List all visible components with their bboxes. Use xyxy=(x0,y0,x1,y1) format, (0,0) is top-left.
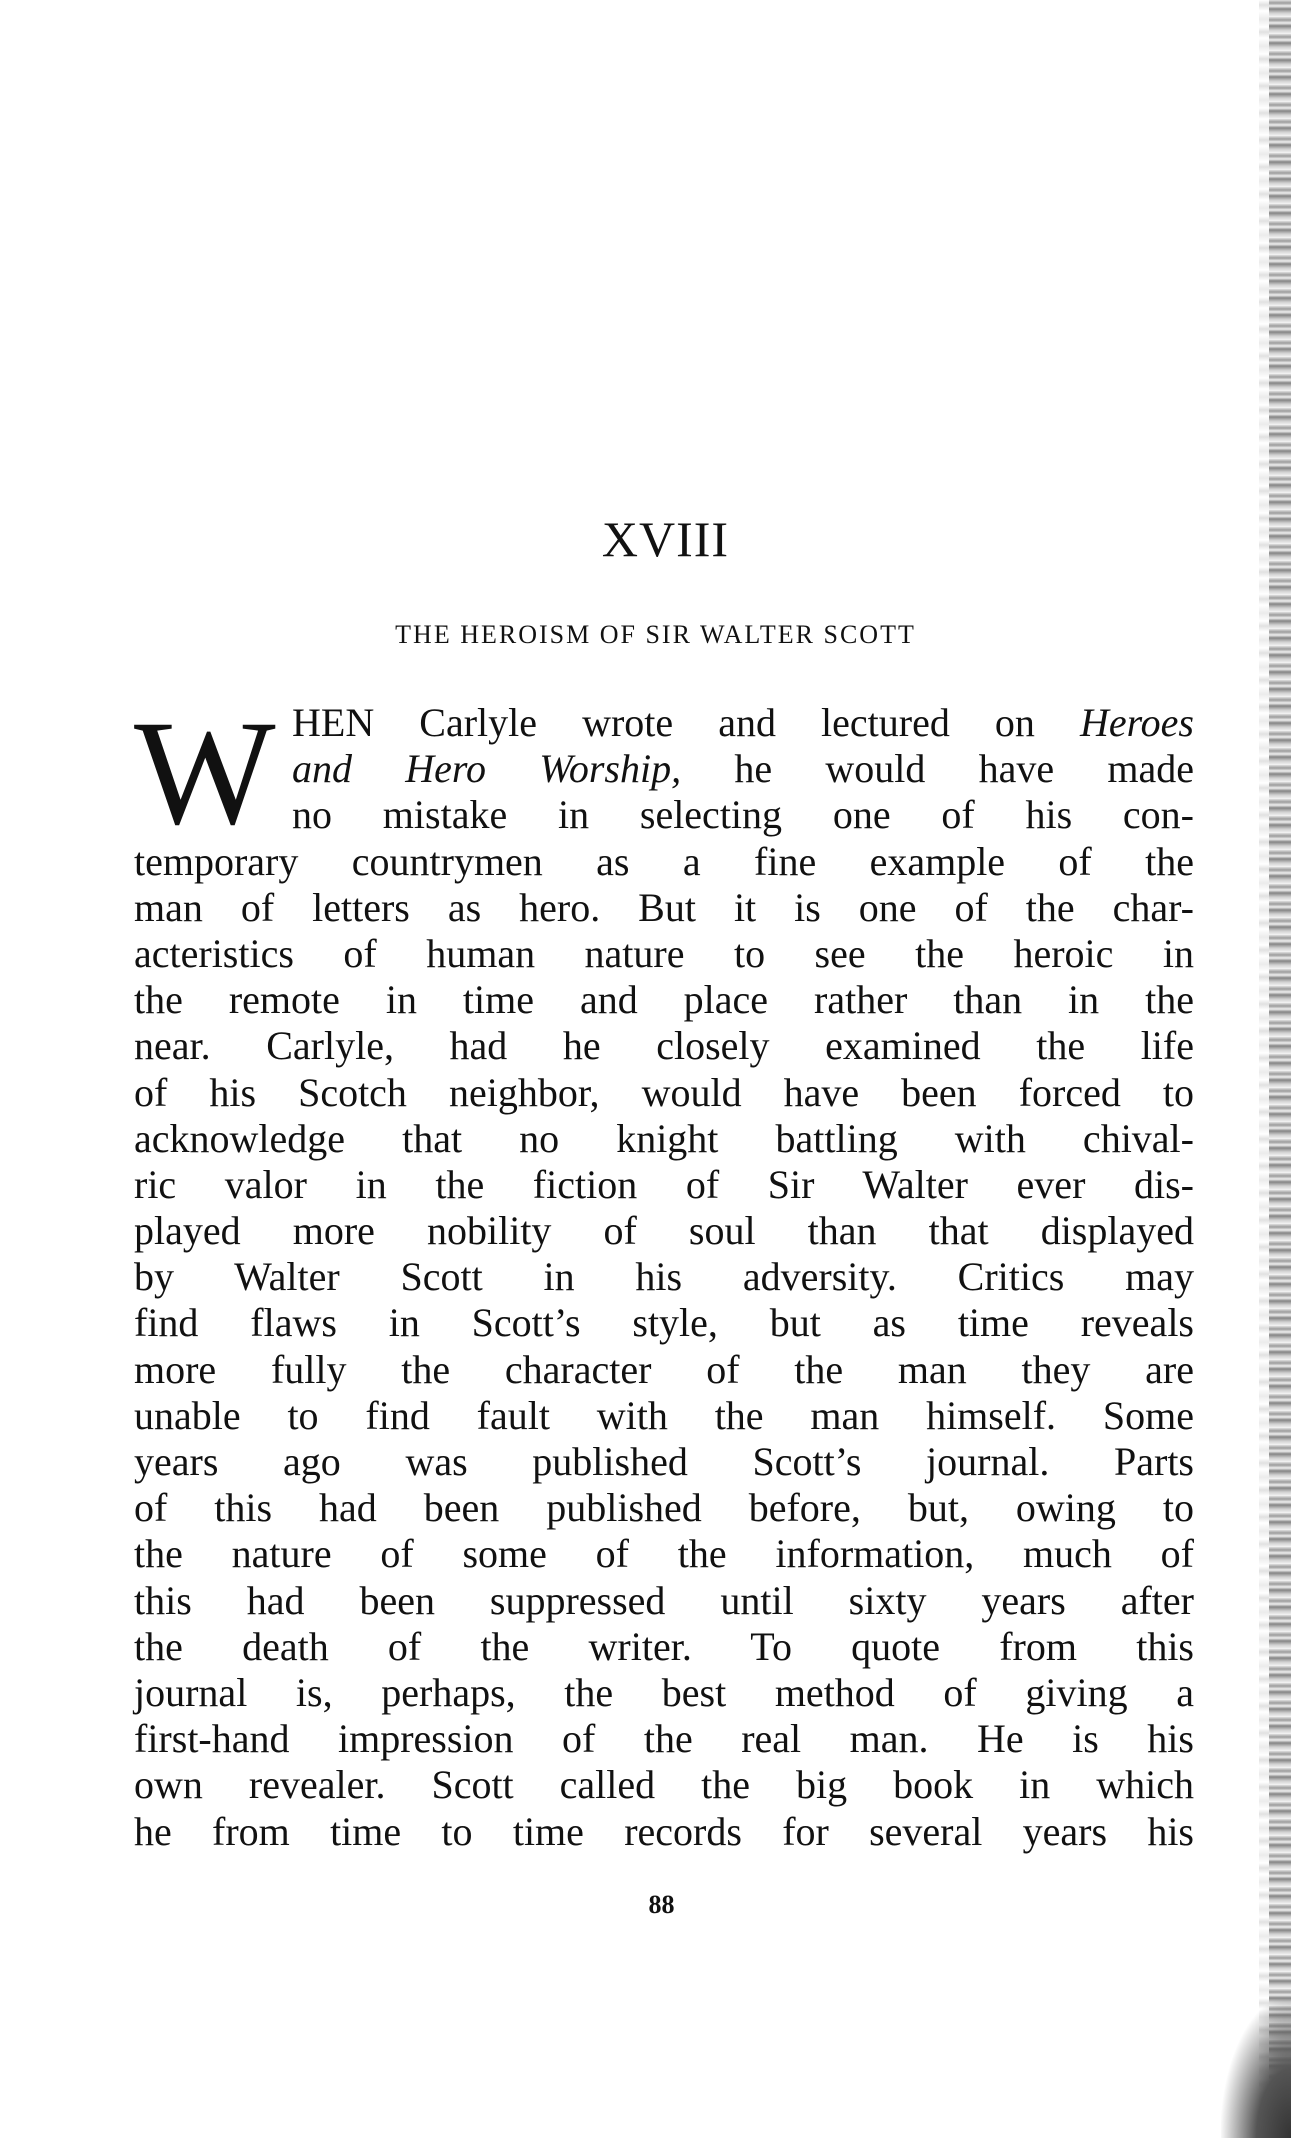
page-corner-shadow xyxy=(1221,1998,1291,2138)
text-line xyxy=(134,1670,1194,1716)
text-run: find flaws in Scott’s style, but as time reveals xyxy=(134,1300,1194,1346)
text-run: ric valor in the fiction of Sir Walter ever dis- xyxy=(134,1161,1194,1207)
text-line xyxy=(134,1485,1194,1531)
text-line xyxy=(292,746,1194,792)
text-run: years ago was published Scott’s journal. Parts xyxy=(134,1439,1194,1484)
italic-text: and Hero Worship, xyxy=(292,746,682,792)
text-line xyxy=(134,1347,1194,1393)
text-run: the nature of some of the information, much of xyxy=(134,1531,1194,1577)
text-run: he from time to time records for several years his xyxy=(134,1808,1194,1854)
text-line xyxy=(134,1716,1194,1762)
text-line xyxy=(134,1393,1194,1439)
text-run: this had been suppressed until sixty years after xyxy=(134,1577,1194,1623)
text-line xyxy=(134,1809,1194,1855)
text-run: played more nobility of soul than that displayed xyxy=(134,1208,1194,1254)
text-run: HEN Carlyle wrote and lectured on xyxy=(292,700,1080,745)
text-line xyxy=(134,1208,1194,1254)
text-run: first-hand impression of the real man. He is his xyxy=(134,1716,1194,1762)
text-line xyxy=(134,1624,1194,1670)
body-text xyxy=(134,690,1194,1855)
drop-cap: W xyxy=(134,690,276,856)
text-line xyxy=(134,977,1194,1023)
text-line xyxy=(134,1439,1194,1485)
text-lines xyxy=(134,690,1194,1855)
text-run: by Walter Scott in his adversity. Critics may xyxy=(134,1254,1194,1300)
text-line xyxy=(134,1762,1194,1808)
text-run: the death of the writer. To quote from this xyxy=(134,1623,1194,1669)
text-run: near. Carlyle, had he closely examined the life xyxy=(134,1023,1194,1069)
text-run: own revealer. Scott called the big book in which xyxy=(134,1762,1194,1808)
text-line xyxy=(134,1300,1194,1346)
text-line xyxy=(134,1578,1194,1624)
text-run: acknowledge that no knight battling with chival- xyxy=(134,1115,1194,1161)
page-edge-shadow xyxy=(1259,0,1269,2138)
text-run: temporary countrymen as a fine example of the xyxy=(134,838,1194,884)
chapter-number: XVIII xyxy=(601,511,730,567)
page-number: 88 xyxy=(648,1890,675,1919)
text-run: acteristics of human nature to see the heroic in xyxy=(134,930,1194,976)
italic-text: Heroes xyxy=(1079,700,1194,745)
text-line xyxy=(134,1531,1194,1577)
text-line xyxy=(292,792,1194,838)
chapter-title: THE HEROISM OF SIR WALTER SCOTT xyxy=(395,620,916,649)
text-run: no mistake in selecting one of his con- xyxy=(292,792,1194,838)
text-run: of this had been published before, but, owing to xyxy=(134,1485,1194,1531)
text-line xyxy=(134,1254,1194,1300)
text-line xyxy=(134,1070,1194,1116)
text-line xyxy=(134,839,1194,885)
text-line xyxy=(134,1162,1194,1208)
text-run: journal is, perhaps, the best method of giving a xyxy=(134,1669,1194,1715)
text-run: of his Scotch neighbor, would have been forced to xyxy=(134,1069,1194,1115)
text-line xyxy=(292,700,1194,746)
text-run: man of letters as hero. But it is one of the char- xyxy=(134,884,1194,930)
text-line xyxy=(134,931,1194,977)
text-run: unable to find fault with the man himself. Some xyxy=(134,1392,1194,1438)
text-line xyxy=(134,1023,1194,1069)
text-run: more fully the character of the man they are xyxy=(134,1346,1194,1392)
text-line xyxy=(134,1116,1194,1162)
text-line xyxy=(134,885,1194,931)
text-run: the remote in time and place rather than in the xyxy=(134,977,1194,1023)
text-run: he would have made xyxy=(681,746,1194,792)
page-edge xyxy=(1269,0,1291,2138)
